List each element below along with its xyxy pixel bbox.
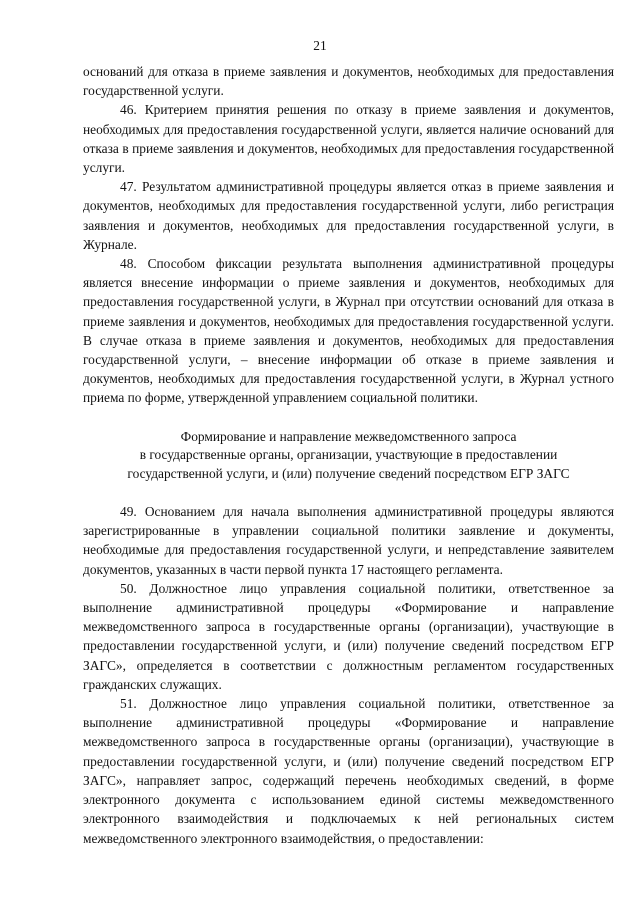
section-heading bbox=[83, 428, 614, 484]
paragraph-48: 48. Способом фиксации результата выполнения административной процедуры является внесение информации о приеме заявления и документов, необходимых для предоставления государственной услуги, в Журнал при отсутствии оснований для отказа в приеме заявления и документов, необходимых для предоставления государственной услуги. В случае отказа в приеме заявления и документов, необходимых для предоставления государственной услуги, – внесение информации об отказе в приеме заявления и документов, необходимых для предоставления государственной услуги, в Журнал устного приема по форме, утвержденной управлением социальной политики. bbox=[83, 256, 614, 406]
page-number: 21 bbox=[313, 38, 327, 53]
paragraph-50: 50. Должностное лицо управления социальной политики, ответственное за выполнение административной процедуры «Формирование и направление межведомственного запроса в государственные органы (организации), участвующие в предоставлении государственной услуги, и (или) получение сведений посредством ЕГР ЗАГС», определяется в соответствии с должностным регламентом государственных гражданских служащих. bbox=[83, 580, 614, 692]
paragraph-49: 49. Основанием для начала выполнения административной процедуры являются зарегистрированные в управлении социальной политики заявление и документы, необходимые для предоставления государственной услуги, и непредставление заявителем документов, указанных в части первой пункта 17 настоящего регламента. bbox=[83, 504, 614, 577]
section-heading-line: в государственные органы, организации, участвующие в предоставлении bbox=[139, 447, 558, 463]
paragraph-46: 46. Критерием принятия решения по отказу в приеме заявления и документов, необходимых для предоставления государственной услуги, является наличие оснований для отказа в приеме заявления и документов, необходимых для предоставления государственной услуги. bbox=[83, 102, 614, 176]
paragraph-47: 47. Результатом административной процедуры является отказ в приеме заявления и документов, необходимых для предоставления государственной услуги, либо регистрация заявления и документов, необходимых для предоставления государственной услуги, в Журнале. bbox=[83, 179, 614, 252]
document-body bbox=[83, 62, 614, 848]
section-heading-line: государственной услуги, и (или) получение сведений посредством ЕГР ЗАГС bbox=[127, 466, 570, 482]
paragraph-continuation: оснований для отказа в приеме заявления и документов, необходимых для предоставления государственной услуги. bbox=[83, 64, 614, 99]
paragraph-51: 51. Должностное лицо управления социальной политики, ответственное за выполнение административной процедуры «Формирование и направление межведомственного запроса в государственные органы (организации), участвующие в предоставлении государственной услуги, и (или) получение сведений посредством ЕГР ЗАГС», направляет запрос, содержащий перечень необходимых сведений, в форме электронного документа с использованием единой системы межведомственного электронного взаимодействия и подключаемых к ней региональных систем межведомственного электронного взаимодействия, о предоставлении: bbox=[83, 696, 614, 846]
section-heading-line: Формирование и направление межведомственного запроса bbox=[180, 428, 517, 444]
